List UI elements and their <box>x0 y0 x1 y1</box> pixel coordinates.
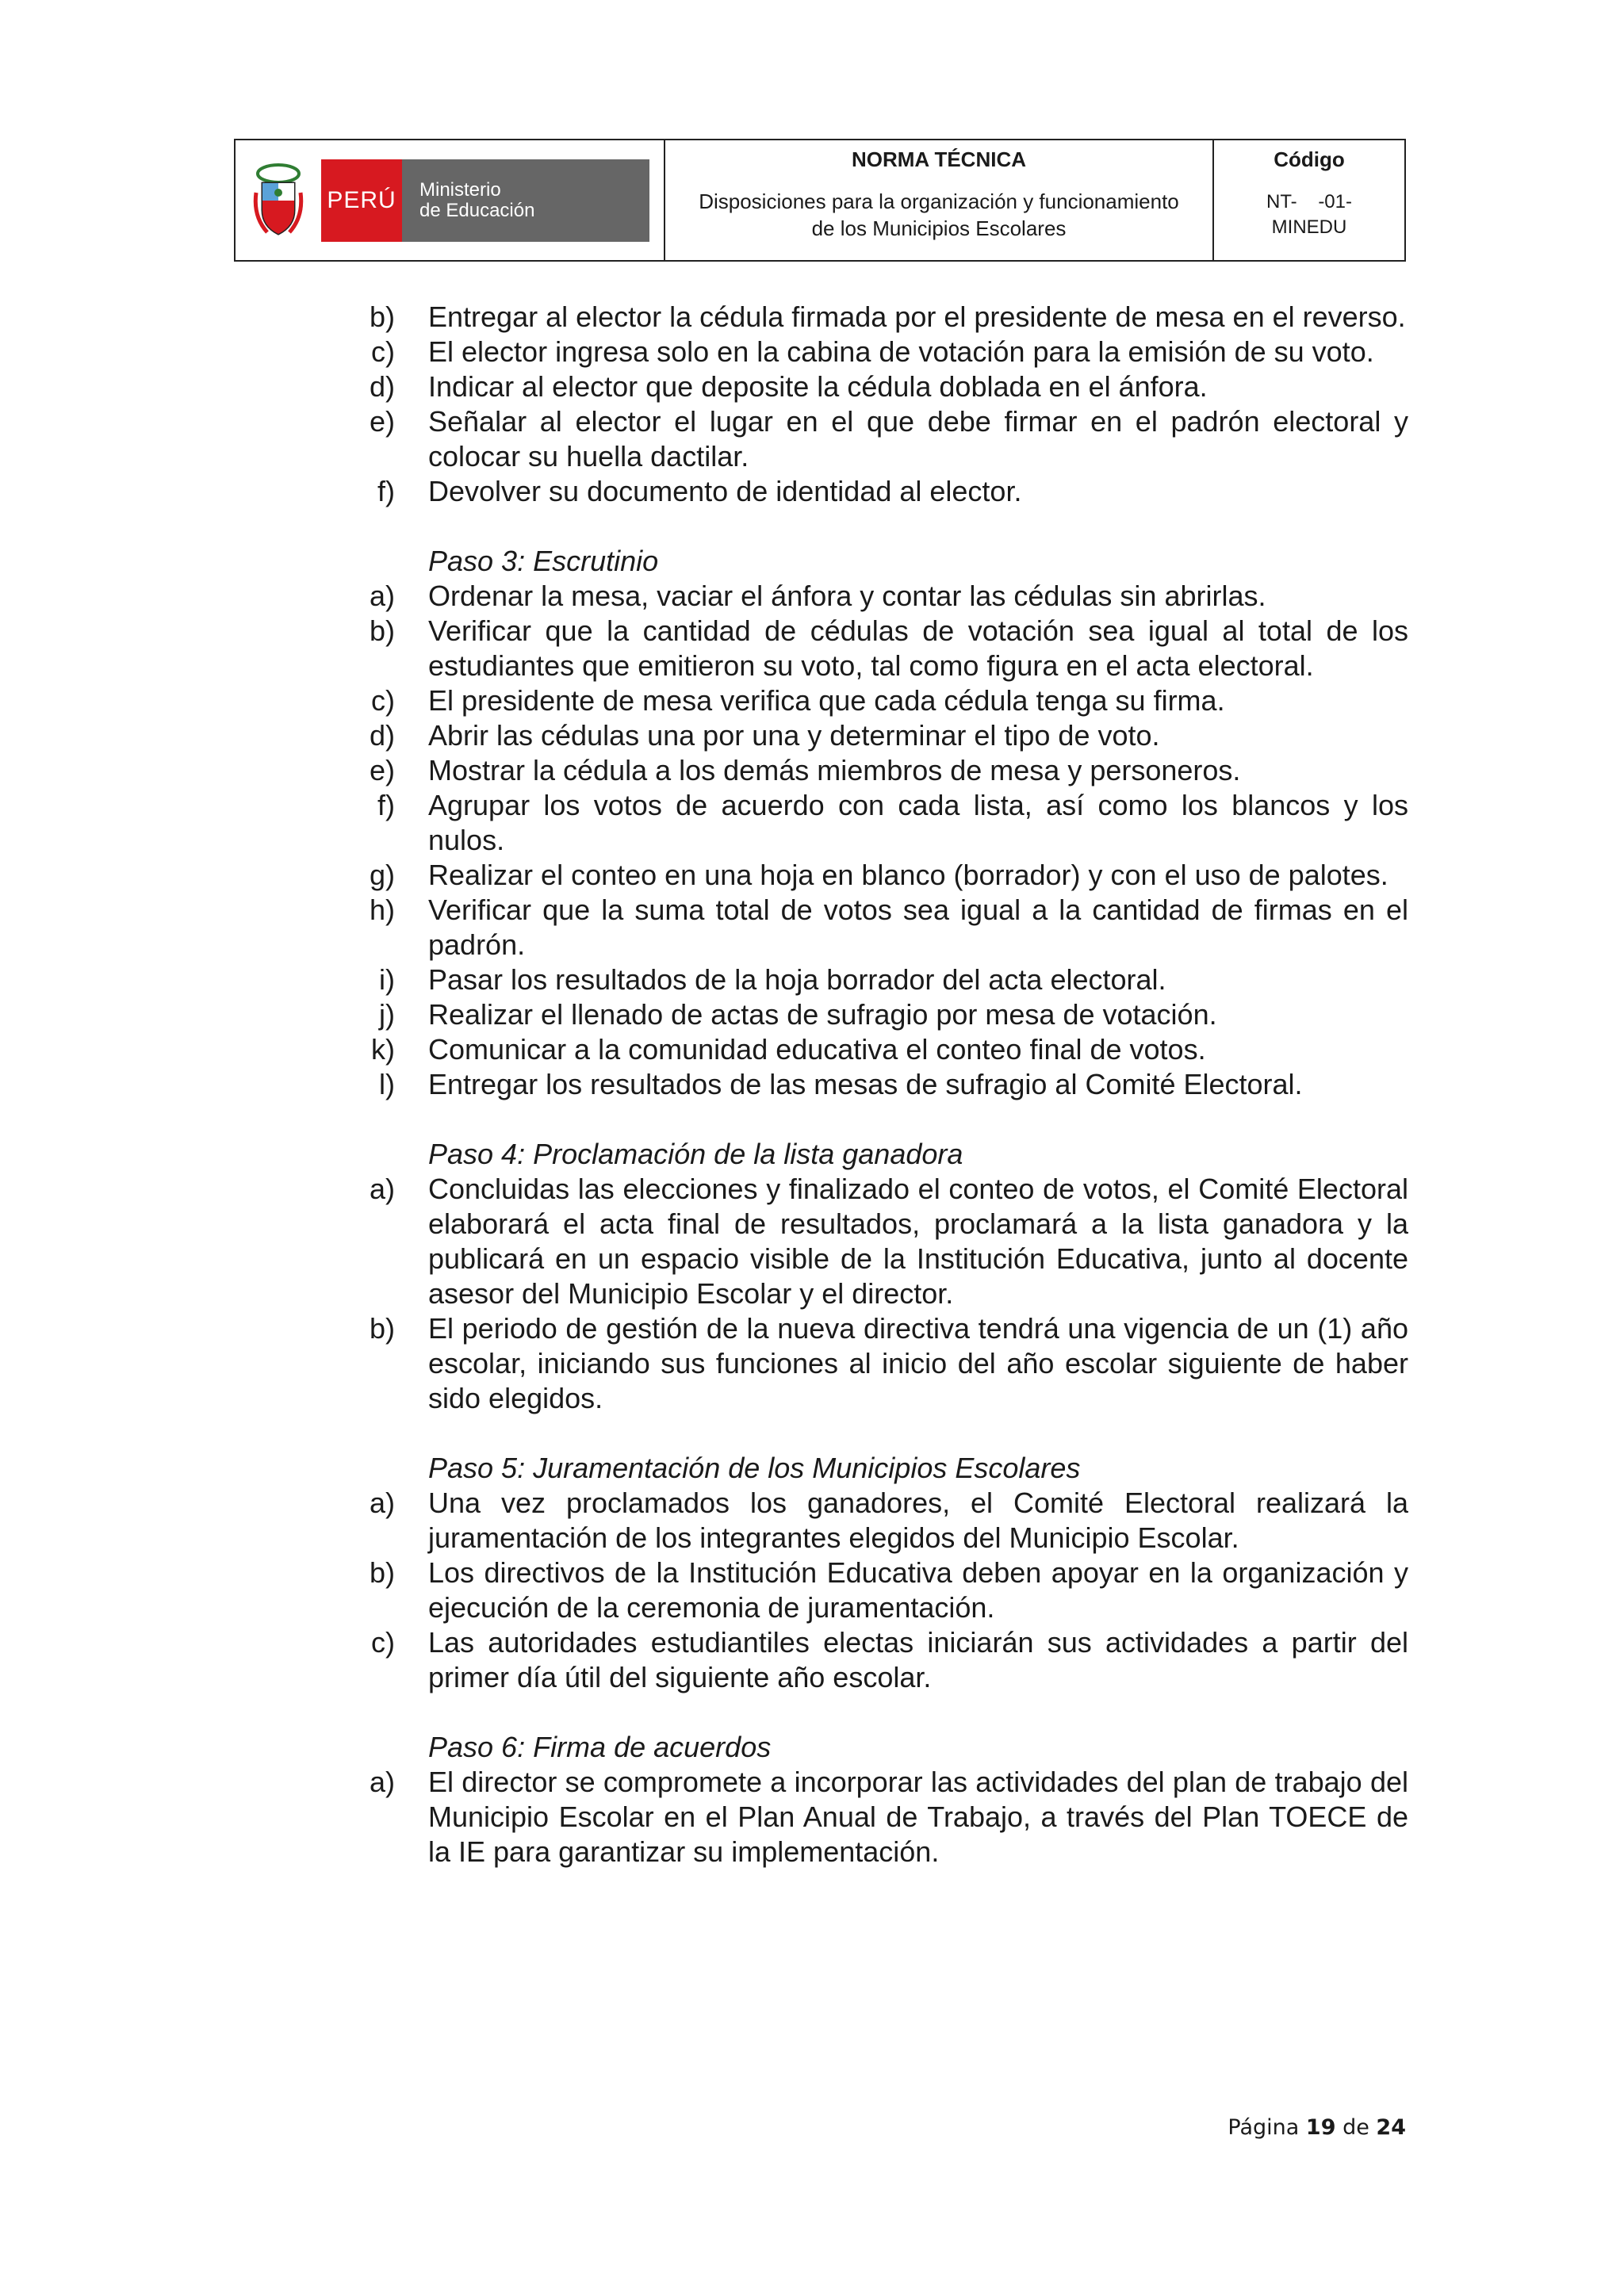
code-cell <box>1214 140 1404 260</box>
item-marker: f) <box>377 789 395 821</box>
code-value <box>1214 189 1404 240</box>
item-text: Abrir las cédulas una por una y determinar el tipo de voto. <box>428 719 1160 752</box>
item-text: Verificar que la suma total de votos sea igual a la cantidad de firmas en el padrón. <box>428 894 1408 961</box>
item-text: Señalar al elector el lugar en el que debe firmar en el padrón electoral y colocar su huella dactilar. <box>428 405 1408 473</box>
of-word: de <box>1342 2115 1369 2140</box>
item-text: Verificar que la cantidad de cédulas de votación sea igual al total de los estudiantes que emitieron su voto, tal como figura en el acta electoral. <box>428 614 1408 682</box>
item-marker: b) <box>369 1312 395 1345</box>
list-item <box>369 893 1408 962</box>
list-item <box>369 1486 1408 1556</box>
item-marker: j) <box>379 998 395 1031</box>
item-marker: d) <box>369 370 395 403</box>
list-item <box>379 1067 1408 1102</box>
list-item <box>369 614 1408 683</box>
item-text: Ordenar la mesa, vaciar el ánfora y contar las cédulas sin abrirlas. <box>428 580 1266 612</box>
item-text: Pasar los resultados de la hoja borrador del acta electoral. <box>428 963 1166 996</box>
ministry-label <box>402 159 649 242</box>
document-subtitle <box>665 188 1212 242</box>
item-marker: c) <box>371 335 395 368</box>
item-marker: e) <box>369 754 395 786</box>
step-4-heading: Paso 4: Proclamación de la lista ganadora <box>428 1138 963 1170</box>
item-marker: g) <box>369 859 395 891</box>
item-text: Concluidas las elecciones y finalizado el conteo de votos, el Comité Electoral elaborará el acta final de resultados, proclamará a la lista ganadora y la publicará en un espacio visible de la Institución Educativa, junto al docente asesor del Municipio Escolar y el director. <box>428 1173 1408 1310</box>
item-text: Agrupar los votos de acuerdo con cada lista, así como los blancos y los nulos. <box>428 789 1408 856</box>
item-marker: a) <box>369 1487 395 1519</box>
norma-title: NORMA TÉCNICA <box>851 147 1027 171</box>
list-item <box>369 1172 1408 1311</box>
item-text: El presidente de mesa verifica que cada cédula tenga su firma. <box>428 684 1225 717</box>
peru-label: PERÚ <box>321 159 402 242</box>
item-marker: c) <box>371 684 395 717</box>
step-3-list <box>369 579 1408 1102</box>
list-item <box>371 1625 1408 1695</box>
step-4-list <box>369 1172 1408 1416</box>
total-pages: 24 <box>1376 2115 1406 2140</box>
item-text: Los directivos de la Institución Educativa deben apoyar en la organización y ejecución de la ceremonia de juramentación. <box>428 1556 1408 1624</box>
list-item <box>379 962 1408 997</box>
list-item <box>371 335 1408 369</box>
item-marker: e) <box>369 405 395 438</box>
step-3-heading: Paso 3: Escrutinio <box>428 545 659 577</box>
item-marker: a) <box>369 1766 395 1798</box>
item-marker: f) <box>377 475 395 507</box>
item-text: Una vez proclamados los ganadores, el Comité Electoral realizará la juramentación de los integrantes elegidos del Municipio Escolar. <box>428 1487 1408 1554</box>
document-header <box>234 139 1406 262</box>
list-item <box>369 300 1408 335</box>
item-marker: i) <box>379 963 395 996</box>
item-text: El director se compromete a incorporar las actividades del plan de trabajo del Municipio Escolar en el Plan Anual de Trabajo, a través del Plan TOECE de la IE para garantizar su implementación. <box>428 1766 1408 1868</box>
item-marker: l) <box>379 1068 395 1100</box>
code-line-1: NT- -01- <box>1266 191 1352 212</box>
item-text: Entregar al elector la cédula firmada por el presidente de mesa en el reverso. <box>428 300 1406 333</box>
item-marker: a) <box>369 580 395 612</box>
item-marker: b) <box>369 300 395 333</box>
current-page: 19 <box>1305 2115 1336 2140</box>
list-item <box>369 1556 1408 1625</box>
item-text: Comunicar a la comunidad educativa el conteo final de votos. <box>428 1033 1206 1066</box>
list-item <box>369 858 1408 893</box>
page-number <box>1228 2115 1406 2140</box>
logo-cell <box>236 140 665 260</box>
item-text: Las autoridades estudiantiles electas iniciarán sus actividades a partir del primer día útil del siguiente año escolar. <box>428 1626 1408 1693</box>
subtitle-line-1: Disposiciones para la organización y funcionamiento <box>699 189 1179 213</box>
list-item <box>369 579 1408 614</box>
list-item <box>377 788 1408 858</box>
item-marker: a) <box>369 1173 395 1205</box>
item-text: Entregar los resultados de las mesas de sufragio al Comité Electoral. <box>428 1068 1303 1100</box>
step-5-list <box>369 1486 1408 1695</box>
ministry-line-1: Ministerio <box>419 178 501 201</box>
step-6-list <box>369 1765 1408 1869</box>
list-item <box>369 718 1408 753</box>
item-text: El periodo de gestión de la nueva directiva tendrá una vigencia de un (1) año escolar, iniciando sus funciones al inicio del año escolar siguiente de haber sido elegidos. <box>428 1312 1408 1414</box>
ministry-line-2: de Educación <box>419 199 535 221</box>
item-marker: b) <box>369 1556 395 1589</box>
code-label: Código <box>1274 147 1345 171</box>
list-item <box>371 1032 1408 1067</box>
item-marker: h) <box>369 894 395 926</box>
code-line-2: MINEDU <box>1271 216 1347 238</box>
page-word: Página <box>1228 2115 1300 2140</box>
peru-coat-of-arms-icon <box>251 161 305 240</box>
item-marker: k) <box>371 1033 395 1066</box>
list-item <box>379 997 1408 1032</box>
list-item <box>369 1311 1408 1416</box>
document-body <box>369 300 1408 1869</box>
item-text: Devolver su documento de identidad al elector. <box>428 475 1022 507</box>
list-item <box>369 753 1408 788</box>
item-text: Indicar al elector que deposite la cédula doblada en el ánfora. <box>428 370 1208 403</box>
item-marker: c) <box>371 1626 395 1659</box>
list-item <box>377 474 1408 509</box>
list-item <box>369 1765 1408 1869</box>
item-text: Realizar el conteo en una hoja en blanco (borrador) y con el uso de palotes. <box>428 859 1388 891</box>
list-item <box>371 683 1408 718</box>
item-text: El elector ingresa solo en la cabina de votación para la emisión de su voto. <box>428 335 1374 368</box>
item-marker: b) <box>369 614 395 647</box>
item-marker: d) <box>369 719 395 752</box>
intro-list <box>369 300 1408 509</box>
item-text: Realizar el llenado de actas de sufragio por mesa de votación. <box>428 998 1217 1031</box>
step-5-heading: Paso 5: Juramentación de los Municipios Escolares <box>428 1452 1081 1484</box>
item-text: Mostrar la cédula a los demás miembros de mesa y personeros. <box>428 754 1241 786</box>
list-item <box>369 404 1408 474</box>
subtitle-line-2: de los Municipios Escolares <box>811 216 1067 240</box>
title-cell <box>665 140 1214 260</box>
step-6-heading: Paso 6: Firma de acuerdos <box>428 1731 772 1763</box>
list-item <box>369 369 1408 404</box>
ministry-logo <box>321 159 649 242</box>
